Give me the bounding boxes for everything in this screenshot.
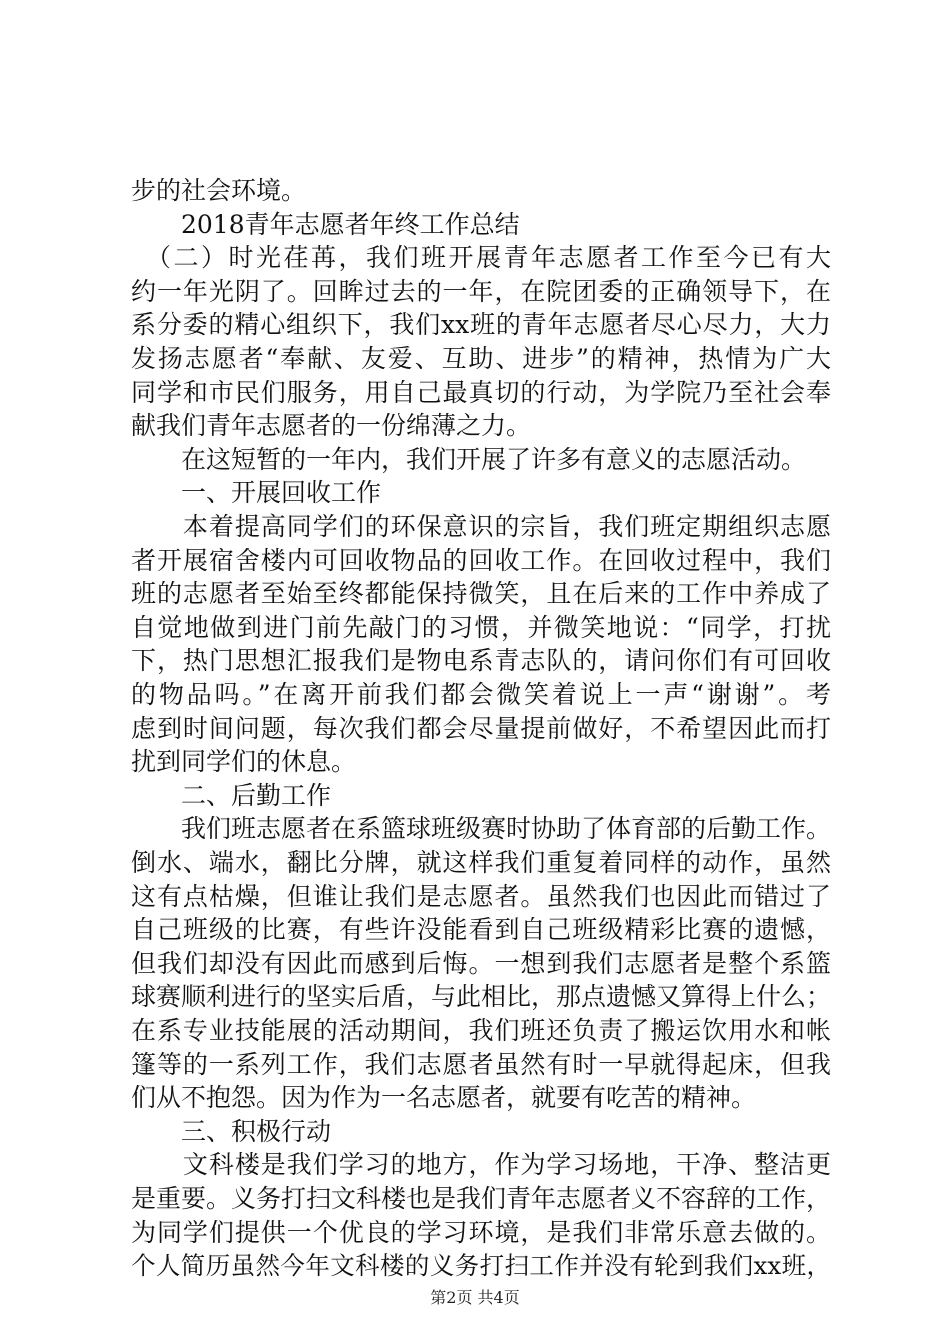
text-line: 倒水、端水，翻比分牌，就这样我们重复着同样的动作，虽然 <box>131 848 831 877</box>
text-line: 球赛顺利进行的坚实后盾，与此相比，那点遗憾又算得上什么； <box>131 982 832 1012</box>
text-line: 系分委的精心组织下，我们xx班的青年志愿者尽心尽力，大力 <box>131 310 831 340</box>
text-line: 发扬志愿者“奉献、友爱、互助、进步”的精神，热情为广大 <box>131 344 831 373</box>
text-line: 在这短暂的一年内，我们开展了许多有意义的志愿活动。 <box>131 444 807 474</box>
text-line: （二）时光荏苒，我们班开展青年志愿者工作至今已有大 <box>131 243 831 273</box>
text-line: 2018青年志愿者年终工作总结 <box>131 209 520 239</box>
text-line: 下，热门思想汇报我们是物电系青志队的，请问你们有可回收 <box>131 646 831 676</box>
text-line: 扰到同学们的休息。 <box>131 747 357 777</box>
page-footer: 第2页 共4页 <box>430 1288 520 1307</box>
text-line: 班的志愿者至始至终都能保持微笑，且在后来的工作中养成了 <box>131 579 831 609</box>
text-line: 约一年光阴了。回眸过去的一年，在院团委的正确领导下，在 <box>131 276 831 306</box>
text-line: 二、后勤工作 <box>131 780 332 810</box>
text-line: 篷等的一系列工作，我们志愿者虽然有时一早就得起床，但我 <box>131 1049 831 1079</box>
text-line: 的物品吗。”在离开前我们都会微笑着说上一声“谢谢”。考 <box>131 680 831 709</box>
text-line: 一、开展回收工作 <box>131 478 382 508</box>
text-line: 自觉地做到进门前先敲门的习惯，并微笑地说：“同学，打扰 <box>131 612 831 642</box>
text-line: 自己班级的比赛，有些许没能看到自己班级精彩比赛的遗憾， <box>131 915 831 945</box>
text-line: 们从不抱怨。因为作为一名志愿者，就要有吃苦的精神。 <box>131 1083 757 1113</box>
text-line: 我们班志愿者在系篮球班级赛时协助了体育部的后勤工作。 <box>131 814 832 844</box>
text-line: 本着提高同学们的环保意识的宗旨，我们班定期组织志愿 <box>131 512 831 541</box>
text-line: 个人简历虽然今年文科楼的义务打扫工作并没有轮到我们xx班， <box>131 1251 831 1281</box>
text-line: 者开展宿舍楼内可回收物品的回收工作。在回收过程中，我们 <box>131 545 831 575</box>
text-line: 献我们青年志愿者的一份绵薄之力。 <box>131 411 532 441</box>
text-line: 是重要。义务打扫文科楼也是我们青年志愿者义不容辞的工作， <box>131 1184 832 1213</box>
text-line: 文科楼是我们学习的地方，作为学习场地，干净、整洁更 <box>131 1150 831 1180</box>
text-line: 但我们却没有因此而感到后悔。一想到我们志愿者是整个系篮 <box>131 948 831 978</box>
text-line: 在系专业技能展的活动期间，我们班还负责了搬运饮用水和帐 <box>131 1016 831 1045</box>
text-line: 步的社会环境。 <box>131 176 307 205</box>
text-line: 为同学们提供一个优良的学习环境，是我们非常乐意去做的。 <box>131 1217 831 1247</box>
text-line: 这有点枯燥，但谁让我们是志愿者。虽然我们也因此而错过了 <box>131 881 831 911</box>
text-line: 虑到时间问题，每次我们都会尽量提前做好，不希望因此而打 <box>131 713 831 743</box>
text-line: 三、积极行动 <box>131 1116 332 1146</box>
text-line: 同学和市民们服务，用自己最真切的行动，为学院乃至社会奉 <box>131 377 831 407</box>
